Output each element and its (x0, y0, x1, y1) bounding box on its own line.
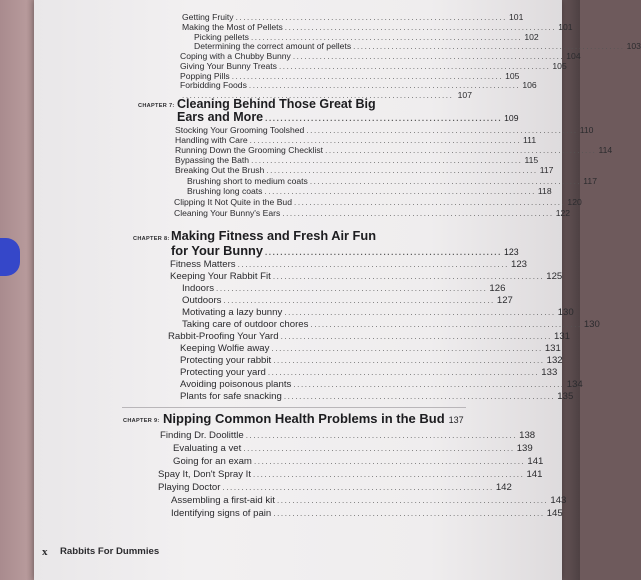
toc-entry (158, 482, 512, 493)
toc-entry-page: 123 (511, 259, 528, 270)
leader-dots: ....................................................................... (272, 272, 545, 281)
book-page (34, 0, 641, 580)
toc-entry-text: Plants for safe snacking (180, 391, 282, 402)
leader-dots: ....................................................................... (282, 209, 554, 218)
toc-entry-page: 101 (558, 22, 573, 32)
leader-dots: ....................................................................... (216, 284, 488, 293)
toc-entry-page: 134 (566, 379, 583, 390)
toc-entry-text: Breaking Out the Brush (175, 165, 265, 175)
toc-entry (175, 125, 594, 135)
toc-entry-text: Brushing long coats (187, 186, 263, 196)
chapter-title: Making Fitness and Fresh Air Fun (171, 228, 377, 243)
toc-entry-text: Keeping Your Rabbit Fit (170, 271, 271, 282)
toc-entry-text: Forbidding Foods (180, 80, 247, 90)
toc-entry-page: 102 (524, 32, 539, 42)
toc-entry-text: Identifying signs of pain (171, 508, 272, 519)
chapter-title-line (177, 110, 519, 124)
chapter-label: CHAPTER 8: (133, 236, 170, 242)
toc-entry (187, 176, 597, 186)
toc-entry-text: Going for an exam (173, 456, 252, 467)
leader-dots: .............................................................. (265, 114, 503, 123)
toc-entry-page: 126 (489, 283, 506, 294)
toc-entry (173, 456, 544, 467)
toc-entry-page: 131 (554, 331, 571, 342)
toc-entry-text: Stocking Your Grooming Toolshed (175, 125, 305, 135)
toc-entry-page: 104 (566, 51, 581, 61)
toc-entry (158, 469, 543, 480)
toc-entry (174, 197, 582, 207)
toc-entry-page: 141 (526, 469, 543, 480)
leader-dots: ....................................................................... (266, 166, 538, 175)
leader-dots: ....................................................................... (249, 136, 522, 145)
chapter-title-text: Nipping Common Health Problems in the Bud (163, 411, 445, 426)
toc-entry-page: 118 (537, 186, 552, 196)
leader-dots: ....................................................................... (251, 156, 523, 165)
toc-entry-page: 105 (505, 71, 520, 81)
toc-entry-page: 145 (546, 508, 563, 519)
leader-dots: ....................................................................... (235, 13, 508, 22)
toc-entry-text: Getting Fruity (182, 12, 234, 22)
leader-dots: ....................................................................... (293, 380, 565, 389)
toc-entry-page: 132 (546, 355, 563, 366)
chapter-title-text: Ears and More (177, 110, 264, 124)
toc-entry-text: Protecting your rabbit (180, 355, 272, 366)
leader-dots: ....................................................................... (276, 496, 549, 505)
chapter-label: CHAPTER 7: (138, 103, 175, 109)
toc-entry-text: Motivating a lazy bunny (182, 307, 283, 318)
leader-dots: ....................................................................... (278, 62, 551, 71)
toc-entry-page: 101 (509, 12, 524, 22)
toc-entry-page: 122 (555, 208, 571, 218)
chapter-title-text: for Your Bunny (171, 243, 263, 258)
running-footer-title: Rabbits For Dummies (60, 546, 160, 557)
leader-dots: ....................................................................... (182, 91, 454, 100)
leader-dots: ....................................................................... (283, 392, 556, 401)
leader-dots: ....................................................................... (353, 42, 625, 51)
leader-dots: ....................................................................... (273, 356, 545, 365)
toc-entry-page: 142 (495, 482, 512, 493)
toc-entry (160, 430, 536, 441)
toc-entry (171, 508, 563, 519)
toc-entry (175, 155, 539, 165)
toc-entry (180, 51, 581, 61)
toc-entry-text: Evaluating a vet (173, 443, 242, 454)
toc-entry-text: Giving Your Bunny Treats (180, 61, 277, 71)
leader-dots: ....................................................................... (325, 146, 597, 155)
toc-entry-page: 130 (557, 307, 574, 318)
toc-entry-page: 120 (567, 197, 582, 207)
toc-entry-text: Spay It, Don't Spray It (158, 469, 252, 480)
toc-entry (194, 41, 641, 51)
chapter-title: Cleaning Behind Those Great Big (177, 97, 376, 111)
leader-dots: ....................................................................... (250, 33, 523, 42)
chapter-page: 123 (503, 247, 519, 257)
toc-entry-text: Keeping Wolfie away (180, 343, 270, 354)
toc-entry-text: Bypassing the Bath (175, 155, 250, 165)
toc-entry-page: 130 (583, 319, 600, 330)
toc-entry-page: 115 (524, 155, 539, 165)
toc-entry-text: Avoiding poisonous plants (180, 379, 292, 390)
toc-entry (182, 12, 524, 22)
toc-entry-page: 135 (557, 391, 574, 402)
toc-entry-page: 143 (550, 495, 567, 506)
toc-entry-text: Picking pellets (194, 32, 249, 42)
toc-entry (182, 307, 574, 318)
toc-entry-page: 111 (523, 135, 537, 145)
toc-entry-page: 127 (496, 295, 513, 306)
toc-entry-page: 138 (519, 430, 536, 441)
toc-entry (175, 145, 613, 155)
toc-entry (180, 391, 574, 402)
leader-dots: ....................................................................... (248, 81, 521, 90)
toc-entry-page: 131 (544, 343, 561, 354)
leader-dots: ....................................................................... (294, 198, 566, 207)
toc-entry-text: Outdoors (182, 295, 222, 306)
toc-entry (182, 295, 513, 306)
chapter-title-line (163, 411, 463, 426)
leader-dots: ....................................................................... (273, 509, 545, 518)
toc-entry (168, 331, 571, 342)
leader-dots: ....................................................................... (271, 344, 543, 353)
toc-entry (173, 443, 533, 454)
toc-entry (170, 259, 528, 270)
chapter-page: 137 (448, 415, 464, 425)
toc-entry-text: Fitness Matters (170, 259, 236, 270)
toc-entry-text: Making the Most of Pellets (182, 22, 283, 32)
leader-dots: ....................................................................... (253, 457, 526, 466)
leader-dots: ....................................................................... (284, 308, 556, 317)
leader-dots: ....................................................................... (264, 187, 536, 196)
toc-entry-text: Finding Dr. Doolittle (160, 430, 244, 441)
toc-entry-text: Taking care of outdoor chores (182, 319, 309, 330)
chapter-title-line (171, 243, 519, 258)
toc-entry-text: Running Down the Grooming Checklist (175, 145, 324, 155)
toc-entry-page: 139 (516, 443, 533, 454)
blue-object (0, 238, 20, 276)
toc-entry-text: Handling with Care (175, 135, 248, 145)
toc-entry-page: 117 (539, 165, 554, 175)
toc-entry (180, 355, 563, 366)
toc-entry-text: Clipping It Not Quite in the Bud (174, 197, 292, 207)
toc-entry (182, 283, 506, 294)
leader-dots: ....................................................................... (223, 296, 495, 305)
toc-entry-page: 117 (583, 176, 597, 186)
toc-entry-page: 107 (457, 90, 472, 100)
toc-entry-page: 125 (546, 271, 563, 282)
toc-entry-page: 110 (579, 125, 594, 135)
toc-entry-page: 133 (541, 367, 558, 378)
toc-entry-page: 141 (527, 456, 544, 467)
chapter-label: CHAPTER 9: (123, 418, 160, 424)
toc-entry (174, 208, 571, 218)
leader-dots: ....................................................................... (309, 177, 582, 186)
toc-entry-text: Coping with a Chubby Bunny (180, 51, 291, 61)
leader-dots: ....................................................................... (310, 320, 582, 329)
leader-dots: ....................................................................... (267, 368, 540, 377)
toc-entry (182, 22, 573, 32)
leader-dots: ....................................................................... (222, 483, 494, 492)
leader-dots: ....................................................................... (292, 52, 565, 61)
toc-entry (175, 165, 554, 175)
toc-entry-text: Rabbit-Proofing Your Yard (168, 331, 279, 342)
leader-dots: ....................................................................... (245, 431, 518, 440)
leader-dots: ....................................................................... (243, 444, 515, 453)
toc-entry (171, 495, 567, 506)
toc-entry (180, 80, 537, 90)
leader-dots: .............................................................. (264, 248, 502, 257)
toc-entry (175, 135, 537, 145)
leader-dots: ....................................................................... (284, 23, 557, 32)
toc-entry-text: Assembling a first-aid kit (171, 495, 275, 506)
leader-dots: ....................................................................... (253, 470, 525, 479)
toc-entry (187, 186, 552, 196)
toc-entry-page: 103 (626, 41, 641, 51)
toc-entry-text: Cleaning Your Bunny's Ears (174, 208, 281, 218)
leader-dots: ....................................................................... (237, 260, 509, 269)
toc-entry-page: 114 (598, 145, 613, 155)
toc-entry-page: 106 (522, 80, 537, 90)
leader-dots: ....................................................................... (231, 72, 504, 81)
toc-entry (170, 271, 563, 282)
toc-entry (180, 61, 567, 71)
leader-dots: ....................................................................... (306, 126, 578, 135)
toc-entry (180, 379, 583, 390)
toc-entry (180, 367, 558, 378)
section-divider (122, 407, 466, 408)
toc-entry-page: 105 (552, 61, 567, 71)
toc-entry-text: Playing Doctor (158, 482, 221, 493)
toc-entry-text: Popping Pills (180, 71, 230, 81)
toc-entry (180, 343, 561, 354)
toc-entry-text: Indoors (182, 283, 214, 294)
toc-entry-text: Determining the correct amount of pellets (194, 41, 352, 51)
page-number: x (42, 546, 48, 558)
toc-entry-text: Brushing short to medium coats (187, 176, 308, 186)
toc-entry-text: Protecting your yard (180, 367, 266, 378)
chapter-page: 109 (504, 113, 519, 123)
toc-entry (182, 319, 600, 330)
leader-dots: ....................................................................... (280, 332, 553, 341)
